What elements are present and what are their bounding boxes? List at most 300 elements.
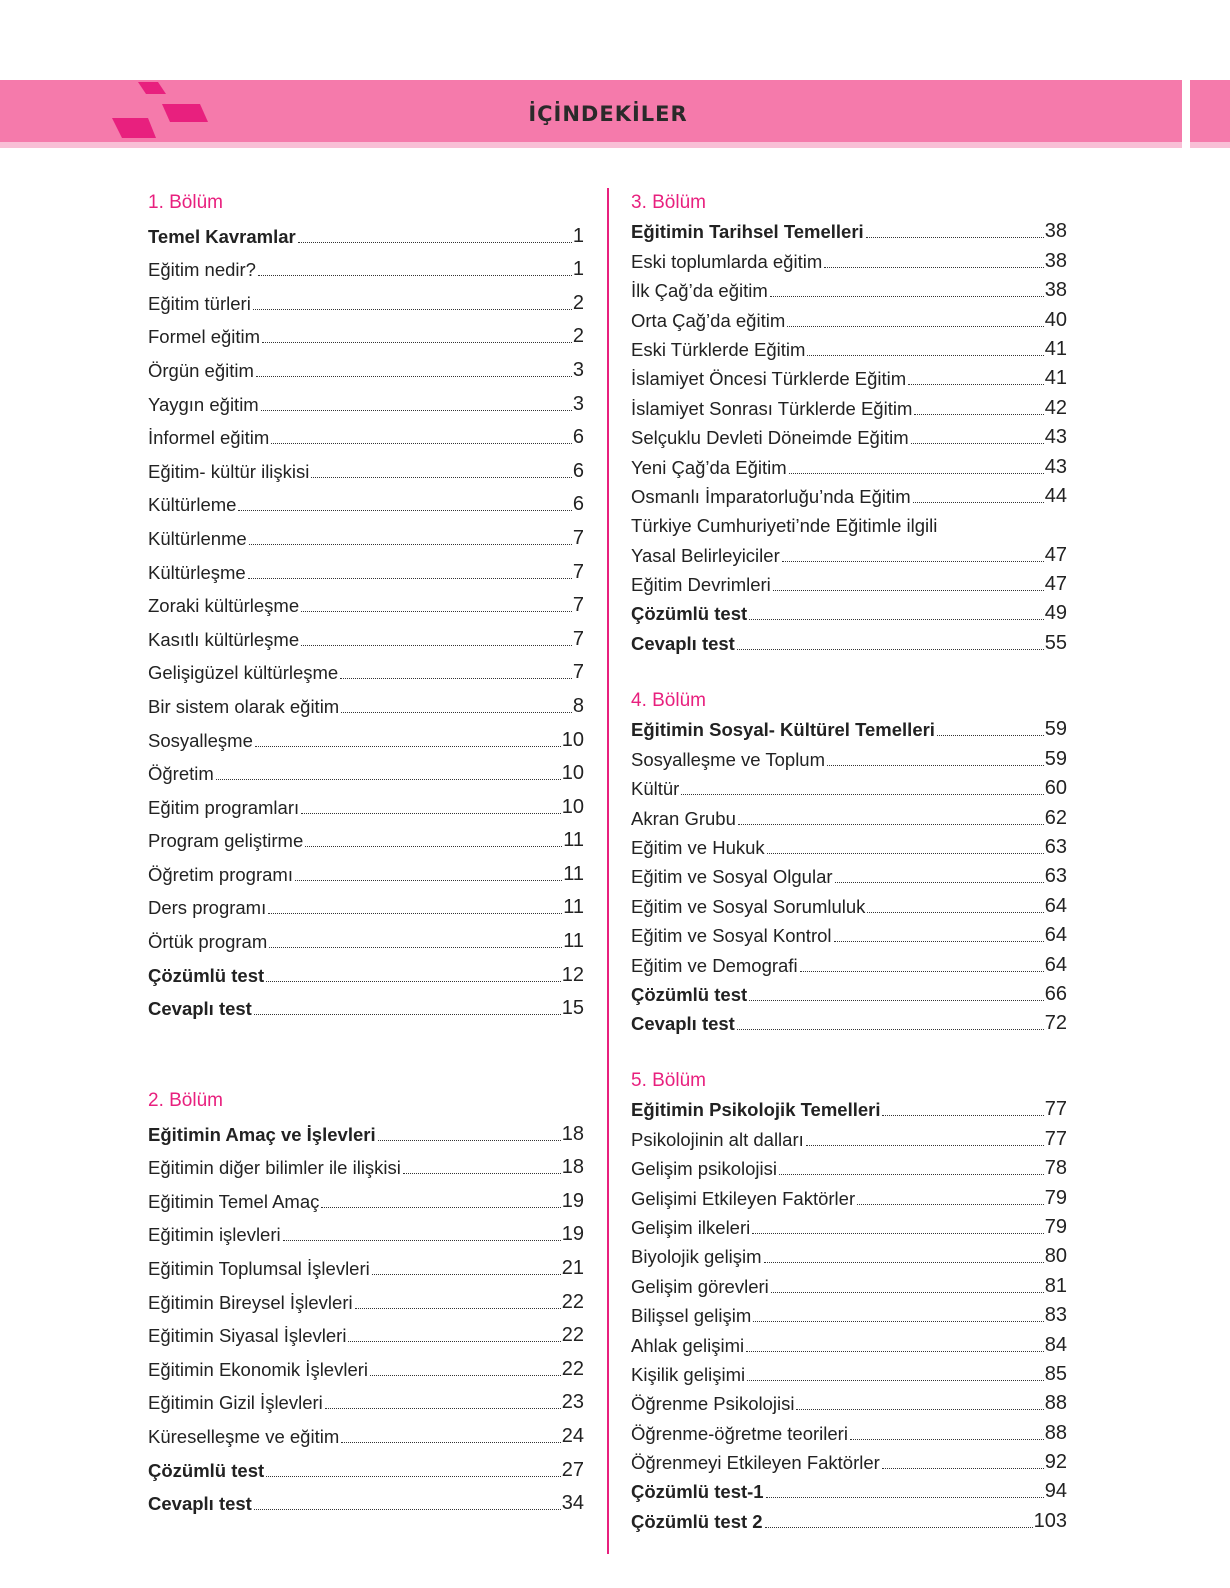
toc-entry-label: Gelişim psikolojisi — [631, 1158, 777, 1180]
toc-entry[interactable] — [631, 745, 1067, 774]
toc-entry[interactable] — [631, 804, 1067, 833]
toc-entry-label: Eğitim nedir? — [148, 259, 256, 281]
toc-leader-dots — [301, 645, 572, 646]
toc-entry[interactable] — [631, 834, 1067, 863]
toc-entry[interactable] — [631, 394, 1067, 423]
toc-leader-dots — [266, 1476, 561, 1477]
toc-entry[interactable] — [631, 1478, 1067, 1507]
toc-entry-label: Çözümlü test-1 — [631, 1481, 764, 1503]
toc-entry-label: Selçuklu Devleti Döneimde Eğitim — [631, 427, 909, 449]
toc-page-number: 85 — [1044, 1362, 1067, 1385]
toc-page-number: 55 — [1044, 631, 1067, 654]
toc-page-number: 12 — [561, 963, 584, 986]
toc-section — [148, 1086, 584, 1519]
toc-entry[interactable] — [148, 588, 584, 622]
toc-leader-dots — [765, 1527, 1033, 1528]
toc-entry-label: Eğitimin Gizil İşlevleri — [148, 1392, 323, 1414]
toc-entry-label: Eski toplumlarda eğitim — [631, 250, 823, 272]
toc-leader-dots — [340, 678, 572, 679]
toc-entry-label: Gelişigüzel kültürleşme — [148, 662, 339, 684]
toc-entry-label: Yeni Çağ’da Eğitim — [631, 456, 787, 478]
toc-leader-dots — [301, 813, 561, 814]
toc-leader-dots — [305, 846, 562, 847]
toc-page-number: 7 — [572, 526, 584, 549]
toc-entry[interactable] — [631, 1302, 1067, 1331]
toc-page-number: 84 — [1044, 1333, 1067, 1356]
toc-page-number: 22 — [561, 1357, 584, 1380]
toc-page-number: 38 — [1044, 220, 1067, 243]
toc-page-number: 43 — [1044, 455, 1067, 478]
toc-leader-dots — [254, 1014, 561, 1015]
toc-entry-label: Eğitimin Siyasal İşlevleri — [148, 1325, 347, 1347]
toc-leader-dots — [806, 1145, 1044, 1146]
toc-entry[interactable] — [631, 775, 1067, 804]
toc-leader-dots — [749, 619, 1044, 620]
toc-leader-dots — [737, 1029, 1044, 1030]
toc-entry[interactable] — [148, 285, 584, 319]
toc-leader-dots — [248, 578, 572, 579]
toc-entry[interactable] — [148, 621, 584, 655]
toc-entry[interactable] — [631, 1125, 1067, 1154]
toc-page-number: 64 — [1044, 953, 1067, 976]
toc-entry[interactable] — [148, 991, 584, 1025]
toc-entry-label: İslamiyet Sonrası Türklerde Eğitim — [631, 397, 913, 419]
toc-entry-label: Küreselleşme ve eğitim — [148, 1425, 340, 1447]
toc-entry[interactable] — [631, 1331, 1067, 1360]
toc-entry[interactable] — [631, 218, 1067, 247]
toc-page-number: 59 — [1044, 718, 1067, 741]
toc-page-number: 38 — [1044, 249, 1067, 272]
toc-entry[interactable] — [631, 571, 1067, 600]
toc-entry-label: Zoraki kültürleşme — [148, 595, 300, 617]
toc-entry[interactable] — [631, 1184, 1067, 1213]
toc-entry-label: Kültürleşme — [148, 561, 246, 583]
toc-page-number: 2 — [572, 325, 584, 348]
toc-entry[interactable] — [631, 1419, 1067, 1448]
toc-entry-label: Kültürlenme — [148, 527, 247, 549]
toc-entry-label: Gelişimi Etkileyen Faktörler — [631, 1187, 856, 1209]
toc-page-number: 60 — [1044, 777, 1067, 800]
toc-entry-label: Öğrenme Psikolojisi — [631, 1393, 795, 1415]
toc-page-number: 41 — [1044, 367, 1067, 390]
toc-page-number: 59 — [1044, 747, 1067, 770]
toc-page-number: 2 — [572, 291, 584, 314]
toc-leader-dots — [321, 1207, 560, 1208]
toc-entry[interactable] — [631, 277, 1067, 306]
toc-entry-label: Cevaplı test — [631, 1013, 735, 1035]
toc-leader-dots — [325, 1408, 561, 1409]
toc-page-number: 92 — [1044, 1451, 1067, 1474]
toc-page-number: 42 — [1044, 396, 1067, 419]
toc-leader-dots — [850, 1439, 1044, 1440]
toc-page-number: 79 — [1044, 1186, 1067, 1209]
toc-entry-label: Formel eğitim — [148, 326, 261, 348]
toc-entry[interactable] — [631, 892, 1067, 921]
toc-entry-label: Gelişim ilkeleri — [631, 1216, 751, 1238]
toc-entry[interactable] — [148, 856, 584, 890]
toc-leader-dots — [911, 443, 1044, 444]
toc-entry-label: Kasıtlı kültürleşme — [148, 628, 300, 650]
toc-page-number: 7 — [572, 594, 584, 617]
toc-page-number: 18 — [561, 1156, 584, 1179]
toc-entry-label: Osmanlı İmparatorluğu’nda Eğitim — [631, 485, 911, 507]
toc-page-number: 6 — [572, 426, 584, 449]
toc-page-number: 22 — [561, 1324, 584, 1347]
toc-entry[interactable] — [631, 247, 1067, 276]
toc-entry-label: Eğitimin Toplumsal İşlevleri — [148, 1257, 370, 1279]
toc-leader-dots — [835, 882, 1044, 883]
toc-entry-label: Eğitimin diğer bilimler ile ilişkisi — [148, 1157, 401, 1179]
toc-entry[interactable] — [148, 1452, 584, 1486]
toc-entry[interactable] — [631, 453, 1067, 482]
toc-entry-label: Ahlak gelişimi — [631, 1334, 745, 1356]
toc-entry[interactable] — [631, 863, 1067, 892]
toc-entry[interactable] — [148, 923, 584, 957]
toc-leader-dots — [341, 1442, 561, 1443]
toc-entry[interactable] — [148, 1385, 584, 1419]
toc-entry-label: Örgün eğitim — [148, 359, 254, 381]
toc-page-number: 10 — [561, 728, 584, 751]
toc-entry[interactable] — [631, 1214, 1067, 1243]
toc-entry[interactable] — [148, 218, 584, 252]
toc-entry[interactable] — [148, 420, 584, 454]
toc-entry[interactable] — [148, 1284, 584, 1318]
toc-entry-label: Eğitimin Bireysel İşlevleri — [148, 1291, 353, 1313]
toc-entry[interactable] — [148, 722, 584, 756]
toc-page-number: 72 — [1044, 1012, 1067, 1035]
toc-entry[interactable] — [148, 1183, 584, 1217]
toc-entry[interactable] — [148, 789, 584, 823]
toc-leader-dots — [882, 1115, 1043, 1116]
toc-page-number: 8 — [572, 694, 584, 717]
toc-entry[interactable] — [148, 1486, 584, 1520]
toc-entry[interactable] — [631, 1243, 1067, 1272]
toc-entry-label: Temel Kavramlar — [148, 225, 296, 247]
toc-page-number: 18 — [561, 1122, 584, 1145]
toc-leader-dots — [249, 544, 572, 545]
toc-leader-dots — [378, 1140, 561, 1141]
section-title: 4. Bölüm — [631, 690, 706, 711]
toc-entry-label: Örtük program — [148, 931, 268, 953]
toc-page-number: 11 — [563, 829, 584, 852]
toc-entry-label: Eğitimin Ekonomik İşlevleri — [148, 1358, 369, 1380]
toc-leader-dots — [738, 824, 1044, 825]
toc-leader-dots — [752, 1233, 1044, 1234]
toc-entry-label: Eğitim türleri — [148, 292, 251, 314]
toc-entry[interactable] — [631, 1361, 1067, 1390]
toc-leader-dots — [256, 376, 572, 377]
toc-entry-label: Sosyalleşme — [148, 729, 253, 751]
toc-entry-label: Çözümlü test — [631, 603, 748, 625]
toc-page-number: 47 — [1044, 573, 1067, 596]
toc-page-number: 88 — [1044, 1392, 1067, 1415]
toc-entry[interactable] — [631, 1507, 1067, 1536]
toc-leader-dots — [311, 477, 571, 478]
toc-page-number: 63 — [1044, 865, 1067, 888]
toc-entry[interactable] — [148, 1217, 584, 1251]
toc-page-number: 62 — [1044, 806, 1067, 829]
toc-leader-dots — [773, 590, 1044, 591]
toc-entry[interactable] — [631, 922, 1067, 951]
toc-page-number: 7 — [572, 560, 584, 583]
toc-leader-dots — [779, 1174, 1044, 1175]
toc-entry[interactable] — [631, 306, 1067, 335]
toc-entry-label: Eğitim Devrimleri — [631, 574, 771, 596]
column-divider — [607, 188, 609, 1554]
toc-entry[interactable] — [148, 1116, 584, 1150]
toc-entry[interactable] — [631, 1096, 1067, 1125]
toc-entry-label: Biyolojik gelişim — [631, 1246, 762, 1268]
toc-leader-dots — [787, 326, 1044, 327]
toc-page-number: 6 — [572, 459, 584, 482]
toc-entry[interactable] — [148, 1250, 584, 1284]
toc-page-number: 64 — [1044, 924, 1067, 947]
toc-leader-dots — [866, 237, 1044, 238]
toc-leader-dots — [913, 502, 1044, 503]
toc-entry-label: Program geliştirme — [148, 830, 304, 852]
toc-page-number: 27 — [561, 1458, 584, 1481]
page-title: İÇİNDEKİLER — [528, 102, 688, 126]
toc-leader-dots — [298, 242, 572, 243]
toc-page-number: 41 — [1044, 337, 1067, 360]
toc-leader-dots — [301, 611, 572, 612]
header-edge-tab-underline — [1190, 142, 1230, 148]
toc-page-number: 1 — [572, 224, 584, 247]
toc-entry[interactable] — [148, 554, 584, 588]
toc-entry[interactable] — [631, 600, 1067, 629]
toc-entry-label: İlk Çağ’da eğitim — [631, 280, 768, 302]
toc-leader-dots — [764, 1262, 1044, 1263]
toc-leader-dots — [283, 1240, 561, 1241]
toc-section — [148, 188, 584, 1024]
toc-entry-label: Bilişsel gelişim — [631, 1305, 752, 1327]
toc-entry-label: Yaygın eğitim — [148, 393, 259, 415]
toc-leader-dots — [737, 649, 1044, 650]
toc-leader-dots — [747, 1380, 1044, 1381]
toc-leader-dots — [882, 1468, 1044, 1469]
toc-page-number: 63 — [1044, 835, 1067, 858]
toc-entry[interactable] — [631, 981, 1067, 1010]
toc-leader-dots — [268, 913, 562, 914]
toc-entry-label: Sosyalleşme ve Toplum — [631, 748, 825, 770]
section-title: 2. Bölüm — [148, 1090, 223, 1111]
toc-entry[interactable] — [631, 365, 1067, 394]
toc-entry-label: Eğitim ve Sosyal Sorumluluk — [631, 895, 866, 917]
toc-leader-dots — [348, 1341, 560, 1342]
toc-entry[interactable] — [631, 1010, 1067, 1039]
toc-page-number: 22 — [561, 1290, 584, 1313]
toc-page-number: 88 — [1044, 1421, 1067, 1444]
toc-entry[interactable] — [148, 957, 584, 991]
toc-entry-label: Öğrenmeyi Etkileyen Faktörler — [631, 1452, 880, 1474]
toc-leader-dots — [355, 1308, 561, 1309]
toc-entry[interactable] — [631, 336, 1067, 365]
toc-entry[interactable] — [148, 1318, 584, 1352]
toc-page-number: 77 — [1044, 1098, 1067, 1121]
toc-entry[interactable] — [148, 319, 584, 353]
toc-page-number: 24 — [561, 1424, 584, 1447]
toc-leader-dots — [770, 296, 1044, 297]
toc-leader-dots — [681, 794, 1043, 795]
toc-leader-dots — [238, 510, 571, 511]
toc-leader-dots — [766, 1497, 1044, 1498]
toc-entry-label: İslamiyet Öncesi Türklerde Eğitim — [631, 368, 907, 390]
toc-entry-label: Türkiye Cumhuriyeti’nde Eğitimle ilgili — [631, 515, 938, 537]
toc-entry[interactable] — [631, 512, 1067, 541]
toc-section — [631, 1066, 1067, 1537]
toc-leader-dots — [341, 712, 572, 713]
toc-leader-dots — [824, 267, 1044, 268]
toc-entry[interactable] — [631, 716, 1067, 745]
toc-entry-label: İnformel eğitim — [148, 427, 270, 449]
toc-leader-dots — [753, 1321, 1043, 1322]
toc-entry-label: Eğitim ve Demografi — [631, 954, 798, 976]
toc-page-number: 15 — [561, 997, 584, 1020]
toc-page-number: 40 — [1044, 308, 1067, 331]
toc-entry-label: Çözümlü test — [631, 983, 748, 1005]
toc-entry[interactable] — [631, 1155, 1067, 1184]
section-title: 3. Bölüm — [631, 192, 706, 213]
section-title: 5. Bölüm — [631, 1070, 706, 1091]
toc-page-number: 38 — [1044, 279, 1067, 302]
toc-entry-label: Öğrenme-öğretme teorileri — [631, 1422, 848, 1444]
toc-page-number: 79 — [1044, 1215, 1067, 1238]
toc-page-number: 34 — [561, 1492, 584, 1515]
toc-entry[interactable] — [631, 424, 1067, 453]
toc-entry-label: Eğitim programları — [148, 796, 300, 818]
toc-page-number: 3 — [572, 358, 584, 381]
toc-entry-label: Eğitimin Psikolojik Temelleri — [631, 1099, 881, 1121]
toc-page-number: 19 — [561, 1223, 584, 1246]
toc-page-number: 44 — [1044, 484, 1067, 507]
toc-entry[interactable] — [148, 890, 584, 924]
toc-entry-label: Cevaplı test — [148, 998, 252, 1020]
toc-leader-dots — [261, 410, 572, 411]
toc-entry[interactable] — [148, 1418, 584, 1452]
toc-entry-label: Akran Grubu — [631, 807, 736, 829]
toc-entry-label: Eğitim ve Hukuk — [631, 836, 765, 858]
toc-entry[interactable] — [148, 688, 584, 722]
toc-leader-dots — [372, 1274, 561, 1275]
toc-entry-label: Kişilik gelişimi — [631, 1363, 746, 1385]
toc-page-number: 10 — [561, 762, 584, 785]
toc-leader-dots — [266, 981, 561, 982]
toc-page-number: 80 — [1044, 1245, 1067, 1268]
toc-leader-dots — [254, 1509, 561, 1510]
toc-entry[interactable] — [148, 520, 584, 554]
toc-entry[interactable] — [631, 541, 1067, 570]
toc-entry[interactable] — [148, 453, 584, 487]
toc-entry[interactable] — [148, 1150, 584, 1184]
toc-page-number: 81 — [1044, 1274, 1067, 1297]
toc-entry[interactable] — [148, 252, 584, 286]
toc-page-number: 83 — [1044, 1304, 1067, 1327]
toc-section — [631, 188, 1067, 659]
toc-page-number: 49 — [1044, 602, 1067, 625]
toc-entry-label: Cevaplı test — [631, 632, 735, 654]
toc-leader-dots — [746, 1351, 1044, 1352]
toc-page-number: 103 — [1033, 1509, 1067, 1532]
toc-leader-dots — [403, 1173, 561, 1174]
toc-page-number: 43 — [1044, 426, 1067, 449]
toc-entry-label: Öğretim programı — [148, 863, 293, 885]
toc-page-number: 66 — [1044, 982, 1067, 1005]
toc-leader-dots — [269, 947, 562, 948]
toc-entry-label: Eğitimin Sosyal- Kültürel Temelleri — [631, 719, 935, 741]
toc-entry[interactable] — [631, 1449, 1067, 1478]
toc-entry[interactable] — [148, 386, 584, 420]
toc-entry-label: Çözümlü test — [148, 964, 265, 986]
toc-section — [631, 686, 1067, 1039]
toc-entry[interactable] — [148, 655, 584, 689]
toc-page-number: 11 — [563, 930, 584, 953]
toc-page-number: 94 — [1044, 1480, 1067, 1503]
toc-leader-dots — [258, 275, 572, 276]
toc-entry-label: Eğitimin Temel Amaç — [148, 1190, 320, 1212]
toc-leader-dots — [253, 309, 572, 310]
toc-entry-label: Psikolojinin alt dalları — [631, 1128, 804, 1150]
toc-entry[interactable] — [631, 629, 1067, 658]
toc-leader-dots — [908, 384, 1044, 385]
toc-page-number: 11 — [563, 896, 584, 919]
header-underline — [0, 142, 1182, 148]
toc-entry-label: Eğitim ve Sosyal Olgular — [631, 866, 833, 888]
toc-entry-label: Eğitimin Amaç ve İşlevleri — [148, 1123, 376, 1145]
toc-entry-label: Orta Çağ’da eğitim — [631, 309, 786, 331]
toc-entry[interactable] — [148, 823, 584, 857]
toc-leader-dots — [867, 912, 1043, 913]
section-title: 1. Bölüm — [148, 192, 223, 213]
toc-leader-dots — [370, 1375, 561, 1376]
toc-page-number: 3 — [572, 392, 584, 415]
toc-entry[interactable] — [148, 487, 584, 521]
toc-leader-dots — [216, 779, 561, 780]
toc-entry-label: Eğitimin işlevleri — [148, 1224, 281, 1246]
toc-leader-dots — [771, 1292, 1044, 1293]
toc-entry[interactable] — [148, 352, 584, 386]
toc-leader-dots — [789, 473, 1044, 474]
toc-entry-label: Eğitimin Tarihsel Temelleri — [631, 221, 864, 243]
toc-leader-dots — [914, 414, 1043, 415]
toc-entry-label: Öğretim — [148, 763, 214, 785]
toc-page-number: 77 — [1044, 1127, 1067, 1150]
toc-leader-dots — [782, 561, 1044, 562]
toc-entry[interactable] — [631, 1272, 1067, 1301]
toc-entry[interactable] — [631, 951, 1067, 980]
toc-entry-label: Çözümlü test 2 — [631, 1510, 763, 1532]
toc-leader-dots — [807, 355, 1043, 356]
toc-entry[interactable] — [631, 1390, 1067, 1419]
toc-page-number: 1 — [572, 258, 584, 281]
toc-leader-dots — [834, 941, 1044, 942]
toc-entry-label: Cevaplı test — [148, 1493, 252, 1515]
toc-leader-dots — [255, 746, 561, 747]
toc-entry[interactable] — [148, 756, 584, 790]
toc-entry-label: Çözümlü test — [148, 1459, 265, 1481]
toc-leader-dots — [827, 765, 1044, 766]
toc-entry[interactable] — [631, 483, 1067, 512]
toc-page-number: 21 — [561, 1256, 584, 1279]
toc-page-number: 23 — [561, 1391, 584, 1414]
toc-leader-dots — [295, 880, 562, 881]
toc-entry-label: Yasal Belirleyiciler — [631, 544, 780, 566]
toc-leader-dots — [796, 1409, 1043, 1410]
toc-page-number: 6 — [572, 493, 584, 516]
toc-page-number: 64 — [1044, 894, 1067, 917]
toc-entry[interactable] — [148, 1351, 584, 1385]
toc-leader-dots — [271, 443, 572, 444]
toc-entry-label: Kültür — [631, 778, 680, 800]
